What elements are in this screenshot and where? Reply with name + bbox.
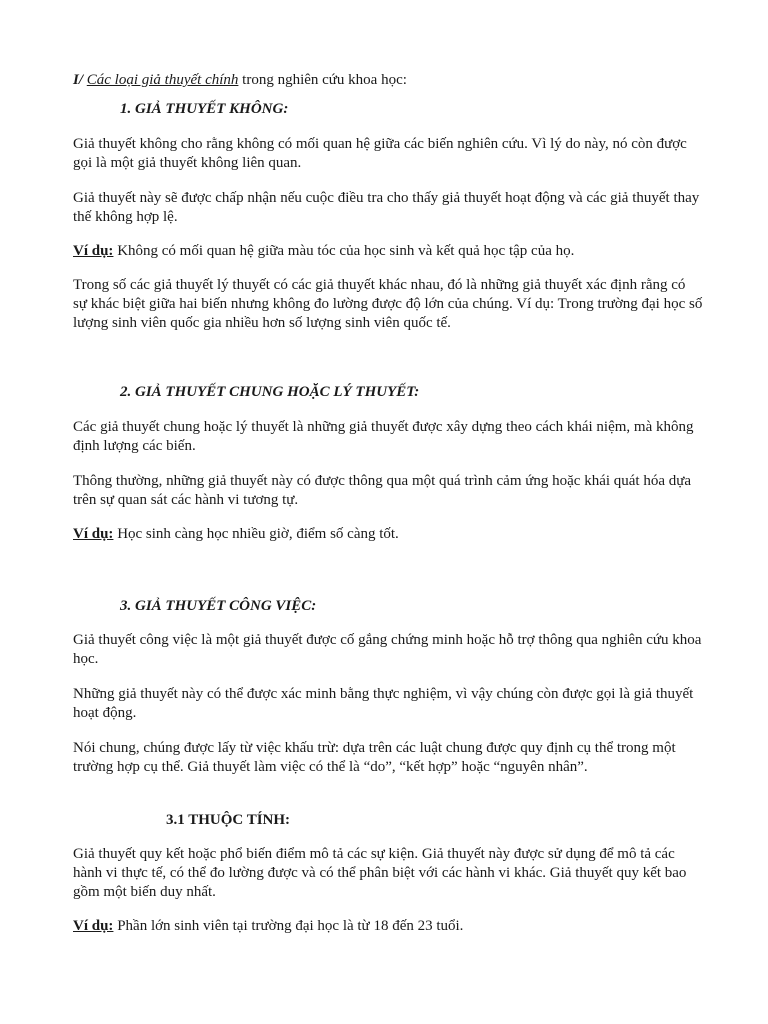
paragraph-8: Nói chung, chúng được lấy từ việc khấu trừ: dựa trên các luật chung được quy định cụ thể trong một trường hợp cụ thể. Giả thuyết làm việc có thể là “do”, “kết hợp” hoặc “nguyên nhân”.: [73, 740, 676, 775]
example-2: [73, 525, 703, 544]
example-1: [73, 242, 703, 261]
paragraph-1: Giả thuyết không cho rằng không có mối quan hệ giữa các biến nghiên cứu. Vì lý do này, nó còn được gọi là một giả thuyết không liên quan.: [73, 136, 687, 171]
section-heading: [73, 71, 703, 90]
example-label: Ví dụ:: [73, 526, 114, 542]
section-title-rest: trong nghiên cứu khoa học:: [238, 72, 407, 88]
heading-general-hypothesis: 2. GIẢ THUYẾT CHUNG HOẶC LÝ THUYẾT:: [120, 384, 420, 400]
example-label: Ví dụ:: [73, 243, 114, 259]
example-1-text: Không có mối quan hệ giữa màu tóc của học sinh và kết quả học tập của họ.: [113, 243, 575, 259]
paragraph-4: Các giả thuyết chung hoặc lý thuyết là những giả thuyết được xây dựng theo cách khái niệm, mà không định lượng các biến.: [73, 419, 694, 454]
paragraph-2: Giả thuyết này sẽ được chấp nhận nếu cuộc điều tra cho thấy giả thuyết hoạt động và các giả thuyết thay thế không hợp lệ.: [73, 190, 700, 225]
section-number: I/: [73, 72, 84, 88]
heading-working-hypothesis: 3. GIẢ THUYẾT CÔNG VIỆC:: [120, 598, 317, 614]
heading-null-hypothesis: 1. GIẢ THUYẾT KHÔNG:: [120, 101, 289, 117]
paragraph-3: Trong số các giả thuyết lý thuyết có các giả thuyết khác nhau, đó là những giả thuyết xác định rằng có sự khác biệt giữa hai biến nhưng không đo lường được độ lớn của chúng. Ví dụ: Trong trường đại học số lượng sinh viên quốc gia nhiều hơn số lượng sinh viên quốc tế.: [73, 277, 703, 331]
section-title: Các loại giả thuyết chính: [86, 72, 239, 88]
example-3: [73, 917, 703, 936]
example-2-text: Học sinh càng học nhiều giờ, điểm số càng tốt.: [113, 526, 399, 542]
paragraph-5: Thông thường, những giả thuyết này có được thông qua một quá trình cảm ứng hoặc khái quát hóa dựa trên sự quan sát các hành vi tương tự.: [73, 473, 692, 508]
paragraph-6: Giả thuyết công việc là một giả thuyết được cố gắng chứng minh hoặc hỗ trợ thông qua nghiên cứu khoa học.: [73, 632, 702, 667]
paragraph-7: Những giả thuyết này có thể được xác minh bằng thực nghiệm, vì vậy chúng còn được gọi là giả thuyết hoạt động.: [73, 686, 694, 721]
heading-attribute: 3.1 THUỘC TÍNH:: [166, 812, 291, 828]
paragraph-9: Giả thuyết quy kết hoặc phổ biến điểm mô tả các sự kiện. Giả thuyết này được sử dụng để mô tả các hành vi thực tế, có thể đo lường được và có thể phân biệt với các hành vi khác. Giả thuyết quy kết bao gồm một biến duy nhất.: [73, 846, 687, 900]
example-label: Ví dụ:: [73, 918, 114, 934]
example-3-text: Phần lớn sinh viên tại trường đại học là từ 18 đến 23 tuổi.: [113, 918, 464, 934]
